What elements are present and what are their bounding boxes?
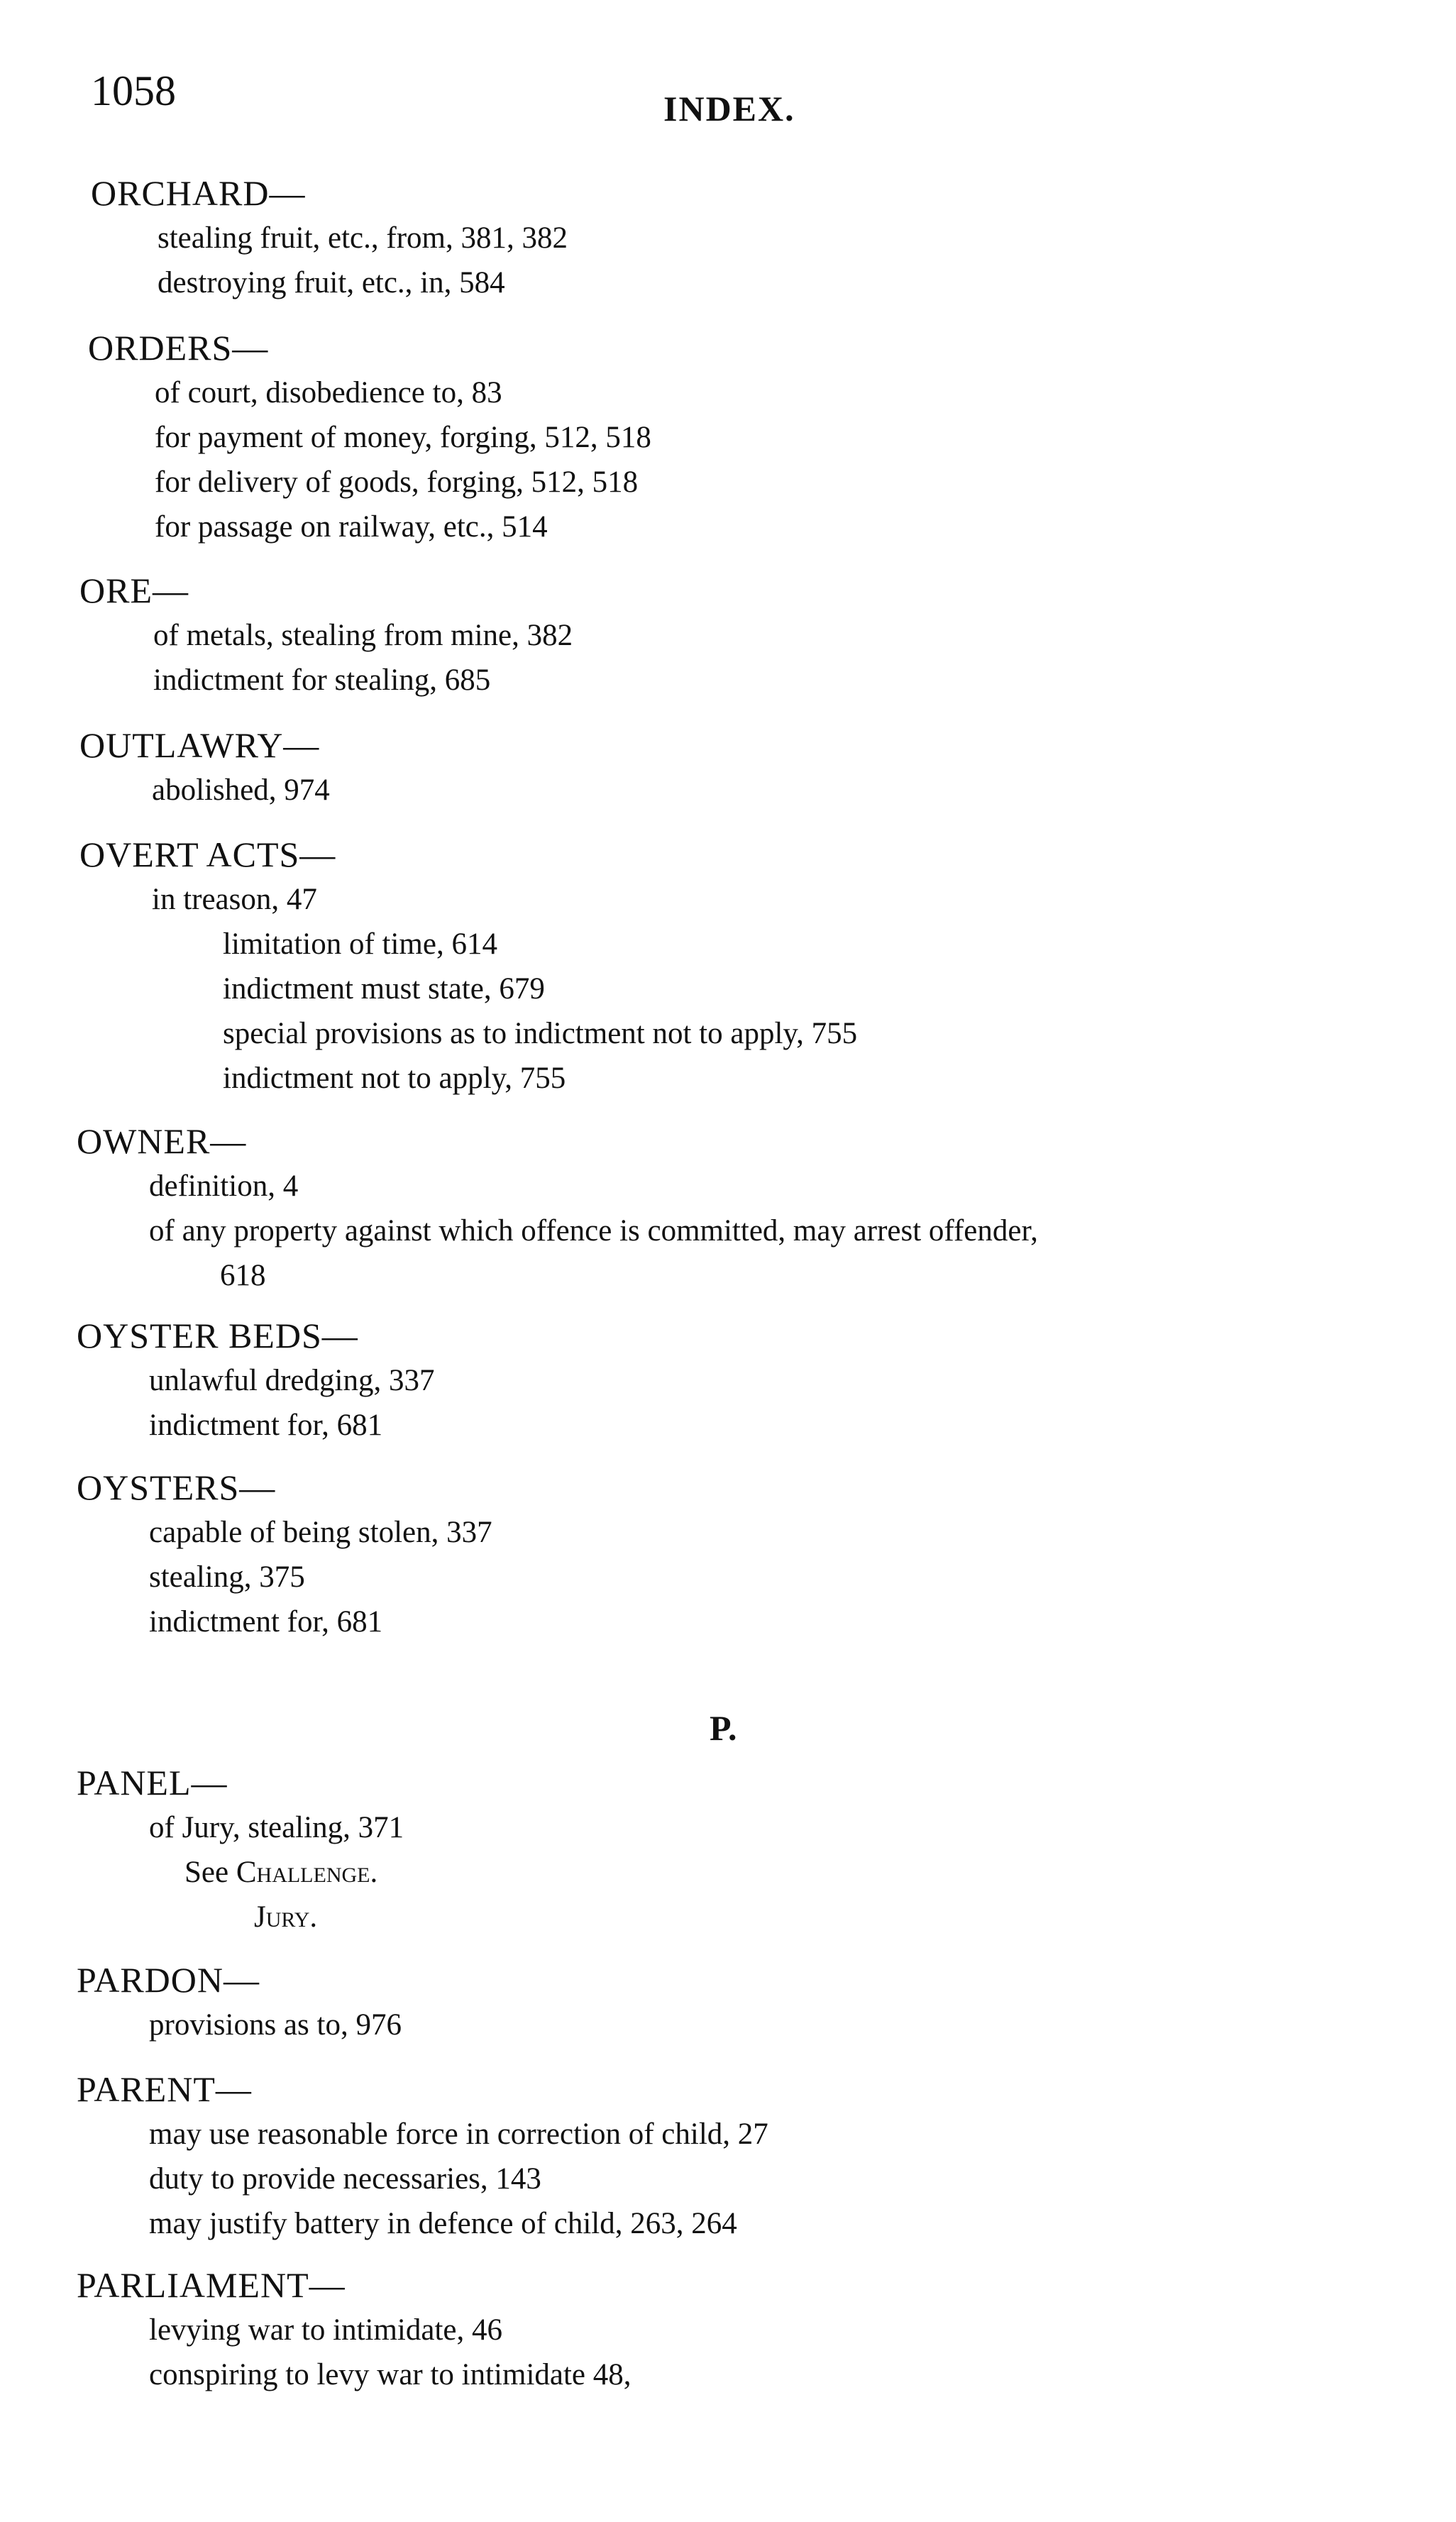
entry-subentry: levying war to intimidate, 46 <box>149 2313 502 2347</box>
entry-subsubentry: limitation of time, 614 <box>223 927 497 961</box>
entry-subsubentry: indictment must state, 679 <box>223 972 545 1006</box>
entry-subsubentry: indictment not to apply, 755 <box>223 1062 566 1095</box>
entry-heading: OUTLAWRY— <box>79 725 320 765</box>
index-entry-owner <box>0 1118 1456 1298</box>
index-entry-panel <box>0 1760 1456 1939</box>
entry-heading: ORE— <box>79 571 189 610</box>
entry-subentry: unlawful dredging, 337 <box>149 1364 435 1397</box>
entry-heading: PANEL— <box>77 1763 228 1802</box>
entry-subentry: indictment for, 681 <box>149 1409 383 1442</box>
index-entry-parliament <box>0 2262 1456 2397</box>
entry-subentry: conspiring to levy war to intimidate 48, <box>149 2358 632 2391</box>
section-letter: P. <box>710 1708 737 1748</box>
entry-continuation: 618 <box>220 1259 266 1292</box>
see-reference <box>0 1850 1456 1895</box>
entry-heading: PARENT— <box>77 2069 252 2109</box>
entry-subentry: destroying fruit, etc., in, 584 <box>158 266 505 299</box>
entry-heading: PARLIAMENT— <box>77 2265 346 2305</box>
page-number: 1058 <box>91 67 176 114</box>
entry-heading: OYSTERS— <box>77 1468 276 1507</box>
entry-heading: OWNER— <box>77 1121 247 1161</box>
entry-subentry: in treason, 47 <box>152 883 317 916</box>
entry-subentry: may justify battery in defence of child, 263, 264 <box>149 2207 737 2240</box>
entry-subentry: stealing fruit, etc., from, 381, 382 <box>158 221 568 255</box>
index-entry-overt-acts <box>0 832 1456 1101</box>
entry-subentry: abolished, 974 <box>152 773 330 807</box>
entry-subentry: definition, 4 <box>149 1169 299 1203</box>
entry-subentry: for payment of money, forging, 512, 518 <box>155 421 651 454</box>
index-entry-parent <box>0 2066 1456 2246</box>
entry-heading: PARDON— <box>77 1960 260 2000</box>
entry-subentry: may use reasonable force in correction of child, 27 <box>149 2118 768 2151</box>
entry-subentry: of Jury, stealing, 371 <box>149 1811 404 1844</box>
see-target: Challenge. <box>236 1856 378 1889</box>
entry-heading: OYSTER BEDS— <box>77 1316 358 1355</box>
see-target: Jury. <box>254 1900 318 1934</box>
entry-subentry: for passage on railway, etc., 514 <box>155 510 548 544</box>
entry-subentry: of metals, stealing from mine, 382 <box>153 619 573 652</box>
index-entry-oysters <box>0 1465 1456 1644</box>
entry-subentry: for delivery of goods, forging, 512, 518 <box>155 466 639 499</box>
entry-heading: ORCHARD— <box>91 173 306 213</box>
see-prefix: See <box>184 1856 236 1889</box>
running-head: INDEX. <box>663 89 795 128</box>
entry-subentry: indictment for, 681 <box>149 1605 383 1639</box>
index-entry-ore <box>0 568 1456 703</box>
entry-heading: OVERT ACTS— <box>79 835 336 874</box>
index-entry-orchard <box>0 170 1456 305</box>
entry-subentry: of any property against which offence is committed, may arrest offender, <box>149 1214 1038 1248</box>
entry-heading: ORDERS— <box>88 328 269 368</box>
index-entry-orders <box>0 325 1456 549</box>
entry-subentry: provisions as to, 976 <box>149 2008 402 2042</box>
index-entry-pardon <box>0 1957 1456 2047</box>
entry-subentry: stealing, 375 <box>149 1560 305 1594</box>
entry-subentry: capable of being stolen, 337 <box>149 1516 492 1549</box>
entry-subentry: of court, disobedience to, 83 <box>155 376 502 409</box>
entry-subsubentry: special provisions as to indictment not to apply, 755 <box>223 1017 858 1050</box>
index-entry-outlawry <box>0 722 1456 813</box>
index-entry-oyster-beds <box>0 1313 1456 1448</box>
entry-subentry: indictment for stealing, 685 <box>153 663 491 697</box>
entry-subentry: duty to provide necessaries, 143 <box>149 2162 541 2196</box>
